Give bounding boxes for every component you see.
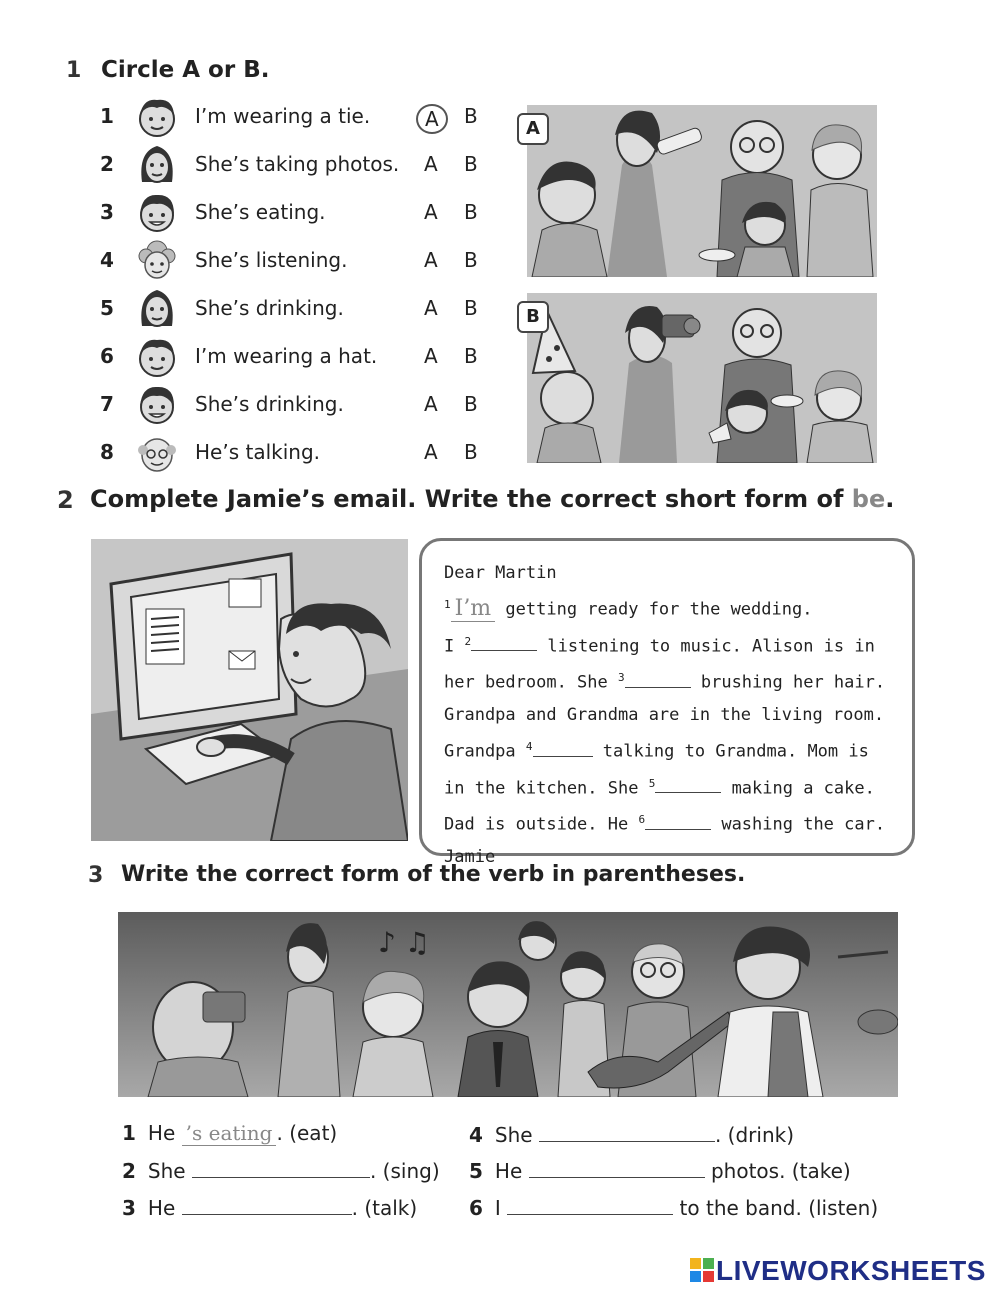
exercise-2-title	[90, 485, 894, 513]
answer-blank-5[interactable]	[655, 774, 721, 793]
exercise-1-number: 1	[66, 58, 82, 83]
option-b[interactable]: B	[464, 104, 478, 128]
option-b[interactable]: B	[464, 296, 478, 320]
email-text: I	[444, 636, 465, 657]
family-party-illustration-a	[527, 105, 877, 277]
option-b[interactable]: B	[464, 248, 478, 272]
email-text: listening to music. Alison is in	[537, 636, 875, 657]
item-end: . (eat)	[276, 1121, 338, 1145]
answer-blank-2[interactable]	[471, 632, 537, 651]
email-text: her bedroom. She	[444, 672, 618, 693]
item-end: . (drink)	[714, 1123, 795, 1147]
email-signature: Jamie	[444, 846, 496, 867]
grandma-face-icon	[134, 238, 180, 284]
item-sentence: She’s taking photos.	[195, 152, 400, 176]
item-number: 6	[469, 1196, 483, 1220]
item-number: 8	[100, 440, 114, 464]
email-text: getting ready for the wedding.	[495, 599, 813, 620]
email-text: brushing her hair.	[690, 672, 886, 693]
item-start: He	[147, 1121, 182, 1145]
answer-blank[interactable]	[529, 1157, 705, 1178]
item-sentence: She’s drinking.	[195, 392, 344, 416]
boy-face-icon	[134, 334, 180, 380]
item-end: . (talk)	[351, 1196, 418, 1220]
item-start: He	[494, 1159, 529, 1183]
liveworksheets-logo	[690, 1255, 986, 1287]
item-number: 2	[100, 152, 114, 176]
item-start: She	[494, 1123, 539, 1147]
gap-number: 5	[648, 776, 656, 790]
email-line-4: Grandpa and Grandma are in the living room.	[444, 704, 885, 725]
email-text: Grandpa	[444, 741, 526, 762]
option-b[interactable]: B	[464, 200, 478, 224]
item-number: 7	[100, 392, 114, 416]
email-line-5	[444, 731, 885, 768]
ex1-item	[100, 238, 490, 282]
option-a[interactable]: A	[424, 296, 438, 320]
girl-face-icon	[134, 382, 180, 428]
item-number: 4	[469, 1123, 483, 1147]
item-sentence: She’s eating.	[195, 200, 326, 224]
ex1-item	[100, 94, 490, 138]
ex3-item-2	[122, 1157, 440, 1183]
title-keyword: be	[851, 485, 886, 513]
option-a[interactable]: A	[424, 200, 438, 224]
ex1-item	[100, 142, 490, 186]
exercise-3-number: 3	[88, 863, 104, 888]
logo-text: LIVEWORKSHEETS	[716, 1255, 986, 1286]
boy-at-computer-picture	[91, 539, 408, 841]
gap-number: 4	[525, 739, 533, 753]
gap-number: 1	[444, 598, 451, 611]
item-end: . (sing)	[369, 1159, 440, 1183]
answer-blank-3[interactable]	[625, 669, 691, 688]
exercise-3-title: Write the correct form of the verb in parentheses.	[121, 862, 746, 887]
item-end: to the band. (listen)	[673, 1196, 879, 1220]
item-number: 5	[100, 296, 114, 320]
gap-number: 6	[638, 813, 646, 827]
exercise-2-number: 2	[57, 486, 74, 514]
item-sentence: I’m wearing a tie.	[195, 104, 371, 128]
email-line-2	[444, 626, 885, 663]
item-number: 1	[100, 104, 114, 128]
answer-blank-4[interactable]	[533, 738, 593, 757]
ex1-item	[100, 430, 490, 474]
item-start: I	[494, 1196, 508, 1220]
option-a-circled[interactable]: A	[416, 104, 448, 134]
item-number: 1	[122, 1121, 136, 1145]
answer-blank[interactable]	[539, 1121, 715, 1142]
option-a[interactable]: A	[424, 344, 438, 368]
email-text: in the kitchen. She	[444, 778, 649, 799]
girl-face-icon	[134, 190, 180, 236]
ex3-item-4	[469, 1121, 794, 1147]
email-text: talking to Grandma. Mom is	[592, 741, 869, 762]
item-number: 6	[100, 344, 114, 368]
ex3-item-5	[469, 1157, 851, 1183]
email-line-3	[444, 662, 885, 699]
ex3-item-3	[122, 1194, 417, 1220]
item-number: 3	[100, 200, 114, 224]
item-number: 4	[100, 248, 114, 272]
item-sentence: She’s listening.	[195, 248, 348, 272]
picture-a-label: A	[517, 113, 549, 145]
party-band-picture	[118, 912, 898, 1097]
family-party-illustration-b	[527, 293, 877, 463]
answer-blank[interactable]	[192, 1157, 370, 1178]
option-b[interactable]: B	[464, 152, 478, 176]
ex3-item-1	[122, 1121, 337, 1145]
email-box	[419, 538, 915, 867]
gap-number: 2	[464, 634, 472, 648]
party-band-illustration	[118, 912, 898, 1097]
email-text: making a cake.	[721, 778, 875, 799]
answer-blank[interactable]	[507, 1194, 673, 1215]
option-b[interactable]: B	[464, 392, 478, 416]
option-a[interactable]: A	[424, 152, 438, 176]
title-text: Complete Jamie’s email. Write the correct short form of	[90, 485, 852, 513]
item-number: 5	[469, 1159, 483, 1183]
item-start: She	[147, 1159, 192, 1183]
ex1-item	[100, 334, 490, 378]
email-greeting: Dear Martin	[444, 563, 557, 583]
email-line-1	[444, 589, 885, 626]
email-line-7	[444, 804, 885, 841]
option-b[interactable]: B	[464, 344, 478, 368]
option-a[interactable]: A	[424, 440, 438, 464]
answer-blank-6[interactable]	[645, 811, 711, 830]
item-number: 3	[122, 1196, 136, 1220]
ex3-item-6	[469, 1194, 878, 1220]
svg-text:♪ ♫: ♪ ♫	[378, 926, 430, 959]
example-answer: ’s eating	[182, 1121, 277, 1146]
example-answer: I’m	[451, 596, 496, 622]
item-start: He	[147, 1196, 182, 1220]
item-end: photos. (take)	[704, 1159, 851, 1183]
exercise-1-title: Circle A or B.	[101, 57, 270, 83]
email-text: Dad is outside. He	[444, 814, 639, 835]
option-b[interactable]: B	[464, 440, 478, 464]
gap-number: 3	[618, 671, 625, 685]
picture-a	[527, 105, 877, 277]
item-sentence: She’s drinking.	[195, 296, 344, 320]
liveworksheets-logo-icon	[690, 1258, 714, 1282]
picture-b	[527, 293, 877, 463]
woman-face-icon	[134, 286, 180, 332]
boy-face-icon	[134, 94, 180, 140]
option-a[interactable]: A	[424, 392, 438, 416]
ex1-item	[100, 382, 490, 426]
grandpa-face-icon	[134, 430, 180, 476]
picture-b-label: B	[517, 301, 549, 333]
email-body	[444, 557, 885, 873]
option-a[interactable]: A	[424, 248, 438, 272]
ex1-item	[100, 286, 490, 330]
item-sentence: He’s talking.	[195, 440, 320, 464]
title-period: .	[885, 485, 895, 513]
item-sentence: I’m wearing a hat.	[195, 344, 378, 368]
email-text: washing the car.	[711, 814, 886, 835]
item-number: 2	[122, 1159, 136, 1183]
answer-blank[interactable]	[182, 1194, 352, 1215]
ex1-item	[100, 190, 490, 234]
email-line-6	[444, 768, 885, 805]
boy-at-computer-illustration	[91, 539, 408, 841]
woman-face-icon	[134, 142, 180, 188]
